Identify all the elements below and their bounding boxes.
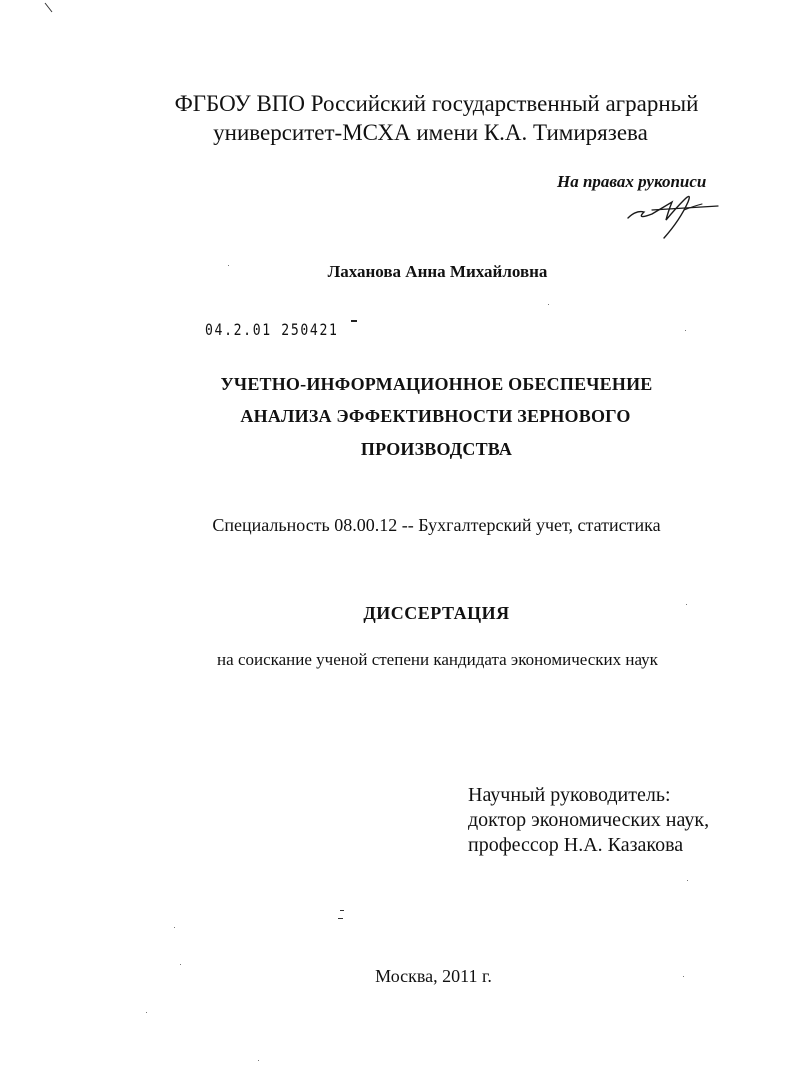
scan-speck xyxy=(146,1012,147,1013)
scan-speck xyxy=(685,330,686,331)
specialty: Специальность 08.00.12 -- Бухгалтерский учет, статистика xyxy=(212,515,661,535)
title-line-3: ПРОИЗВОДСТВА xyxy=(360,439,513,459)
author-name: Лаханова Анна Михайловна xyxy=(327,262,548,281)
scan-mark xyxy=(44,2,54,14)
scan-speck xyxy=(180,964,181,965)
scan-speck xyxy=(258,1060,259,1061)
scan-speck xyxy=(548,304,549,305)
scan-mark xyxy=(338,918,343,919)
supervisor-name: профессор Н.А. Казакова xyxy=(468,834,684,856)
institution-line-2: университет-МСХА имени К.А. Тимирязева xyxy=(213,120,648,145)
signature xyxy=(622,188,726,242)
scan-speck xyxy=(228,265,229,266)
registration-code: 04.2.01 250421 xyxy=(205,320,339,339)
scan-speck xyxy=(174,927,175,928)
supervisor-label: Научный руководитель: xyxy=(468,784,671,806)
title-line-1: УЧЕТНО-ИНФОРМАЦИОННОЕ ОБЕСПЕЧЕНИЕ xyxy=(220,374,653,394)
supervisor-degree: доктор экономических наук, xyxy=(468,809,710,831)
scan-speck xyxy=(683,976,684,977)
degree-statement: на соискание ученой степени кандидата экономических наук xyxy=(217,650,658,669)
institution-line-1: ФГБОУ ВПО Российский государственный аграрный xyxy=(174,91,699,116)
scan-speck xyxy=(686,604,687,605)
scan-speck xyxy=(687,880,688,881)
title-line-2: АНАЛИЗА ЭФФЕКТИВНОСТИ ЗЕРНОВОГО xyxy=(240,406,631,426)
manuscript-note: На правах рукописи xyxy=(557,172,707,191)
registration-code-mark xyxy=(351,320,357,322)
city-year: Москва, 2011 г. xyxy=(375,966,492,986)
scan-mark xyxy=(340,910,344,911)
document-type: ДИССЕРТАЦИЯ xyxy=(363,603,510,623)
